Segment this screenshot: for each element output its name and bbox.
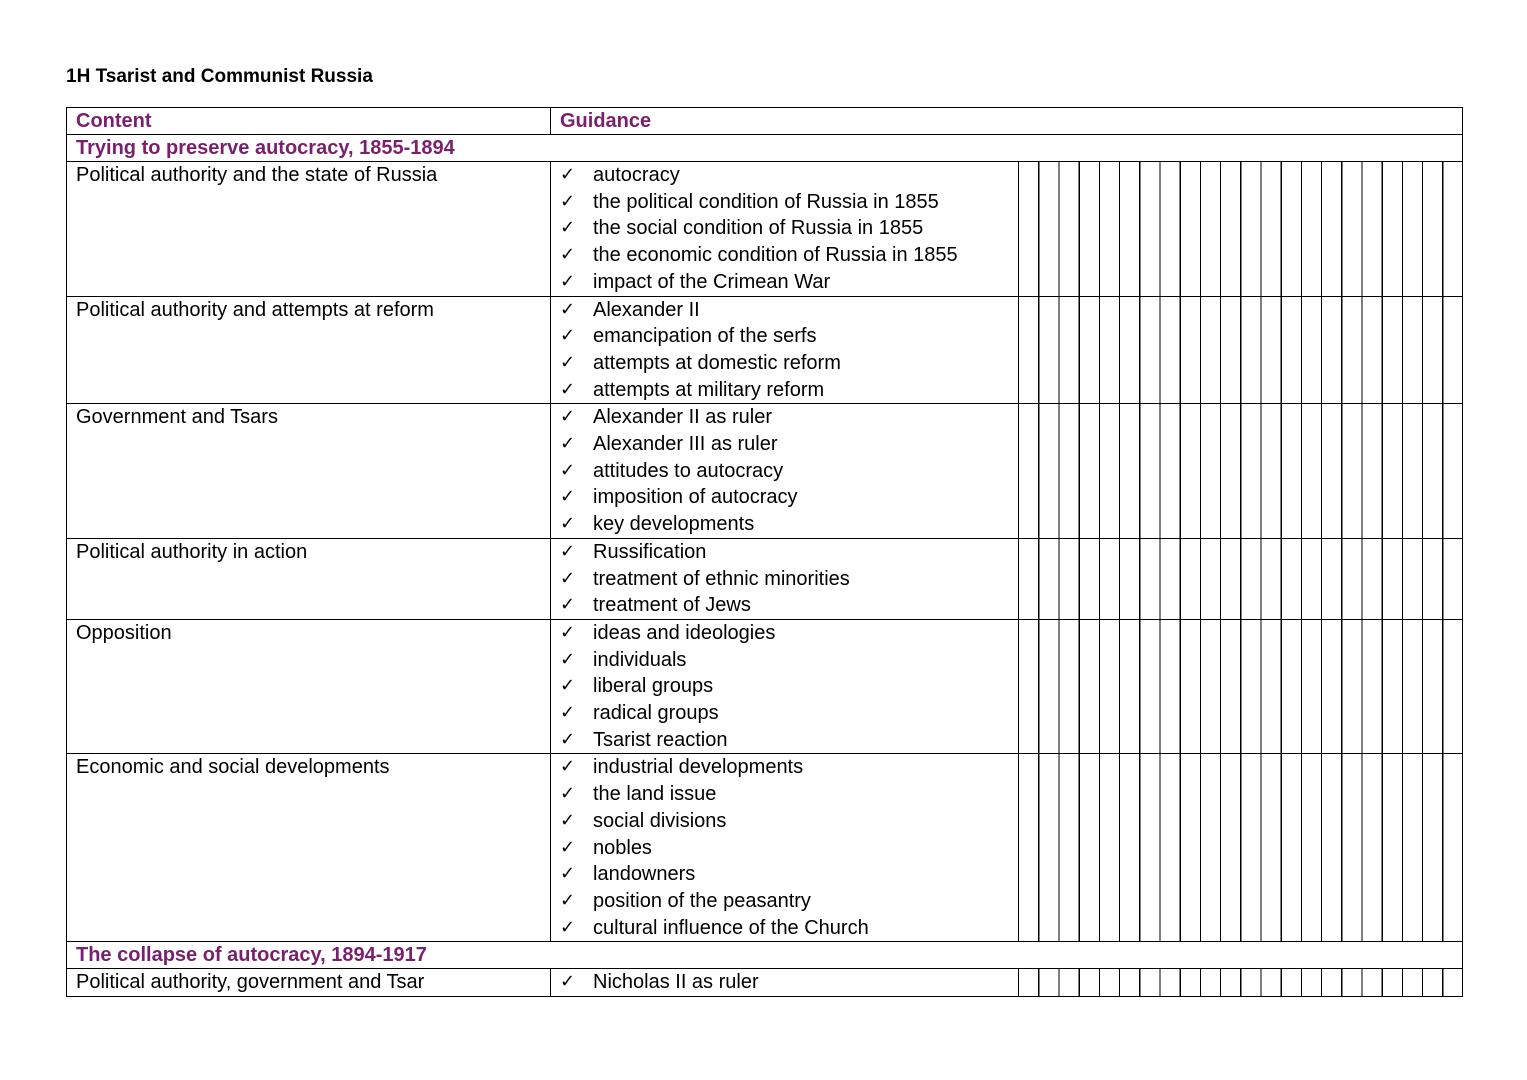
checkmark-icon: ✓ xyxy=(560,756,576,778)
content-header: Content xyxy=(67,108,551,135)
guidance-item-text: the land issue xyxy=(593,783,717,806)
checkmark-icon: ✓ xyxy=(560,916,576,938)
checkbox-grid xyxy=(1018,969,1462,996)
checkmark-icon: ✓ xyxy=(560,190,576,212)
table-row xyxy=(67,754,1463,942)
content-cell: Political authority and the state of Russia xyxy=(67,162,551,297)
checkbox-grid xyxy=(1018,404,1462,538)
guidance-item-text: attempts at military reform xyxy=(593,378,825,401)
table-row xyxy=(67,538,1463,619)
content-cell: Economic and social developments xyxy=(67,754,551,942)
table-row xyxy=(67,969,1463,997)
section-heading: The collapse of autocracy, 1894-1917 xyxy=(67,942,1463,969)
content-cell: Opposition xyxy=(67,619,551,754)
checkmark-icon: ✓ xyxy=(560,351,576,373)
guidance-item-text: imposition of autocracy xyxy=(593,486,798,509)
guidance-cell xyxy=(551,162,1463,297)
checkmark-icon: ✓ xyxy=(560,621,576,643)
checkmark-icon: ✓ xyxy=(560,486,576,508)
guidance-item-text: Russification xyxy=(593,540,707,563)
section-heading-row xyxy=(67,942,1463,969)
checkmark-icon: ✓ xyxy=(560,809,576,831)
guidance-item-text: position of the peasantry xyxy=(593,889,811,912)
guidance-item-text: attitudes to autocracy xyxy=(593,459,784,482)
guidance-cell xyxy=(551,404,1463,539)
guidance-item-text: social divisions xyxy=(593,809,727,832)
guidance-item-text: autocracy xyxy=(593,164,680,186)
checkmark-icon: ✓ xyxy=(560,433,576,455)
checkmark-icon: ✓ xyxy=(560,244,576,266)
checkbox-grid xyxy=(1018,539,1462,619)
guidance-item-text: impact of the Crimean War xyxy=(593,270,831,293)
section-heading-row xyxy=(67,135,1463,162)
guidance-item-text: Alexander II xyxy=(593,298,700,321)
content-cell: Political authority in action xyxy=(67,538,551,619)
section-heading: Trying to preserve autocracy, 1855-1894 xyxy=(67,135,1463,162)
page-title: 1H Tsarist and Communist Russia xyxy=(66,66,373,87)
guidance-item-text: emancipation of the serfs xyxy=(593,325,817,348)
checkmark-icon: ✓ xyxy=(560,298,576,320)
guidance-item-text: attempts at domestic reform xyxy=(593,351,841,374)
guidance-item-text: industrial developments xyxy=(593,756,804,779)
table-row xyxy=(67,404,1463,539)
checkmark-icon: ✓ xyxy=(560,702,576,724)
guidance-item-text: ideas and ideologies xyxy=(593,621,776,644)
content-cell: Government and Tsars xyxy=(67,404,551,539)
checkmark-icon: ✓ xyxy=(560,406,576,428)
checkbox-grid xyxy=(1018,754,1462,941)
guidance-item-text: landowners xyxy=(593,863,696,886)
guidance-item-text: liberal groups xyxy=(593,675,714,698)
guidance-cell xyxy=(551,754,1463,942)
guidance-item-text: key developments xyxy=(593,513,755,536)
guidance-item-text: the social condition of Russia in 1855 xyxy=(593,217,924,240)
table-row xyxy=(67,296,1463,404)
checkbox-grid xyxy=(1018,620,1462,754)
guidance-item-text: Tsarist reaction xyxy=(593,728,728,751)
guidance-item-text: the economic condition of Russia in 1855 xyxy=(593,244,958,267)
guidance-cell xyxy=(551,969,1463,997)
content-cell: Political authority, government and Tsar xyxy=(67,969,551,997)
checkmark-icon: ✓ xyxy=(560,164,576,185)
checkmark-icon: ✓ xyxy=(560,971,576,993)
checkmark-icon: ✓ xyxy=(560,675,576,697)
guidance-item-text: Alexander II as ruler xyxy=(593,406,772,429)
checkmark-icon: ✓ xyxy=(560,567,576,589)
guidance-item-text: the political condition of Russia in 1855 xyxy=(593,190,939,213)
checkmark-icon: ✓ xyxy=(560,648,576,670)
checkmark-icon: ✓ xyxy=(560,459,576,481)
table-row xyxy=(67,162,1463,297)
checkmark-icon: ✓ xyxy=(560,594,576,616)
checkmark-icon: ✓ xyxy=(560,270,576,292)
checkmark-icon: ✓ xyxy=(560,728,576,750)
checkmark-icon: ✓ xyxy=(560,836,576,858)
checkmark-icon: ✓ xyxy=(560,783,576,805)
guidance-item-text: treatment of Jews xyxy=(593,594,751,617)
guidance-item-text: Nicholas II as ruler xyxy=(593,971,759,994)
checkmark-icon: ✓ xyxy=(560,217,576,239)
guidance-cell xyxy=(551,296,1463,404)
guidance-item-text: nobles xyxy=(593,836,652,859)
guidance-item-text: treatment of ethnic minorities xyxy=(593,567,850,590)
content-cell: Political authority and attempts at reform xyxy=(67,296,551,404)
checkmark-icon: ✓ xyxy=(560,889,576,911)
checkmark-icon: ✓ xyxy=(560,863,576,885)
guidance-item-text: cultural influence of the Church xyxy=(593,916,869,939)
checkmark-icon: ✓ xyxy=(560,540,576,562)
guidance-item-text: Alexander III as ruler xyxy=(593,433,778,456)
guidance-item-text: radical groups xyxy=(593,702,719,725)
guidance-item-text: individuals xyxy=(593,648,687,671)
guidance-cell xyxy=(551,619,1463,754)
table-row xyxy=(67,619,1463,754)
checkbox-grid xyxy=(1018,162,1462,296)
guidance-header: Guidance xyxy=(551,108,1463,135)
checkmark-icon: ✓ xyxy=(560,325,576,347)
specification-table xyxy=(66,107,1463,997)
checkmark-icon: ✓ xyxy=(560,378,576,400)
checkmark-icon: ✓ xyxy=(560,513,576,535)
header-row xyxy=(67,108,1463,135)
guidance-cell xyxy=(551,538,1463,619)
checkbox-grid xyxy=(1018,297,1462,404)
table-body xyxy=(67,108,1463,997)
